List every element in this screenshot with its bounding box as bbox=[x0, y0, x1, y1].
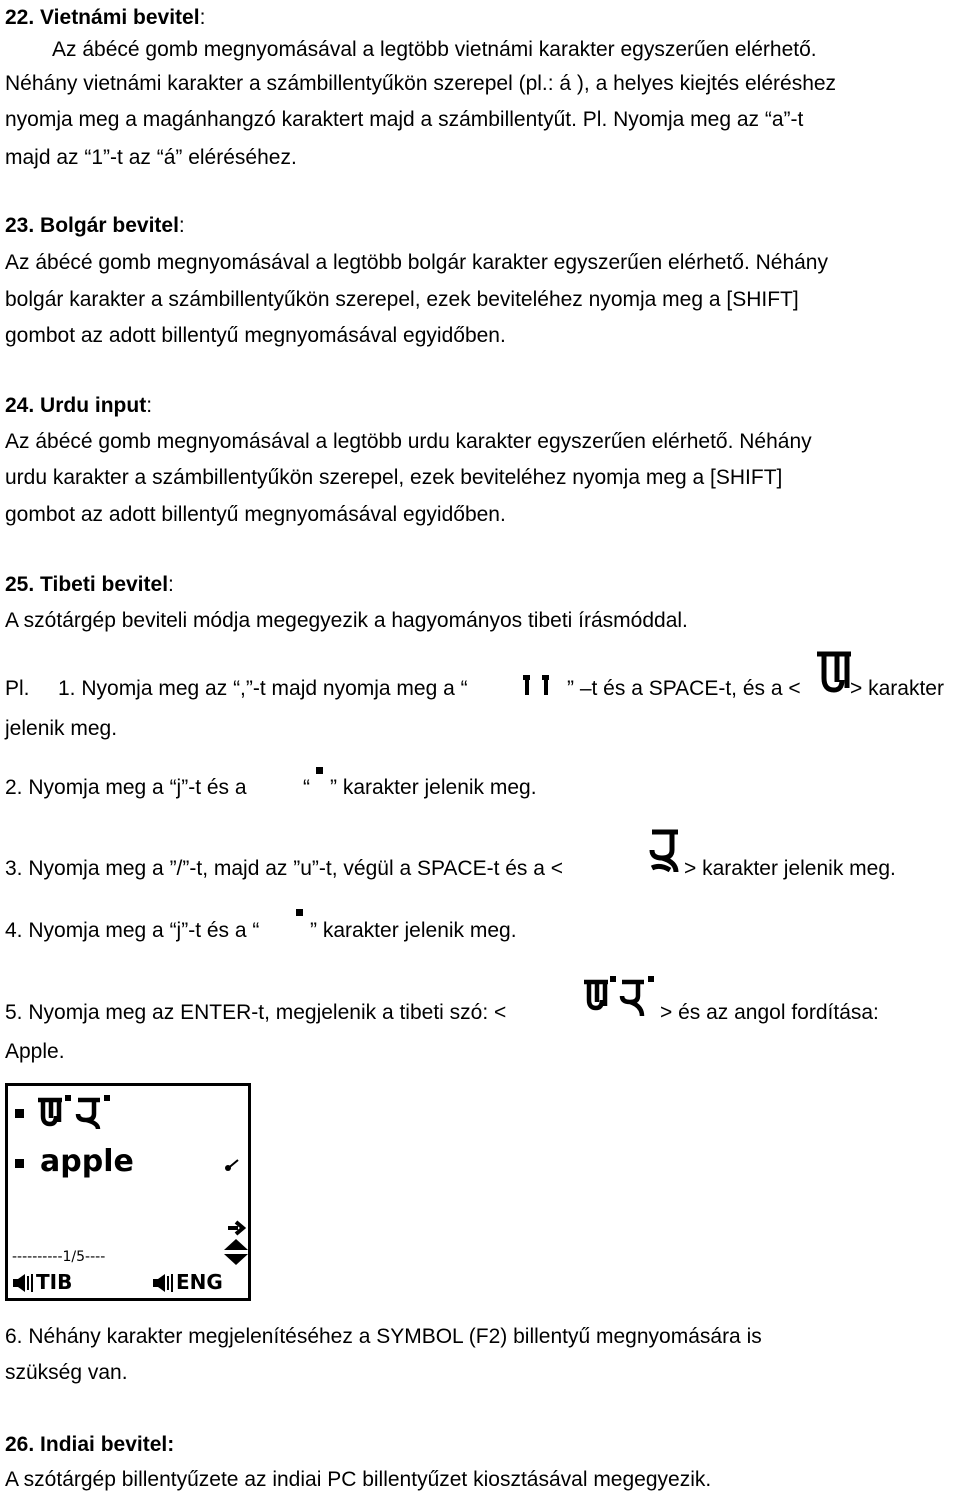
tibetan-char-gu-icon bbox=[646, 828, 682, 876]
s22-line-2: Néhány vietnámi karakter a számbillentyűkön szerepel (pl.: á ), a helyes kiejtés eléréshez bbox=[5, 72, 837, 95]
s25-heading-colon: : bbox=[168, 573, 174, 596]
screen-tibetan-word-icon bbox=[36, 1092, 116, 1130]
s23-heading bbox=[5, 214, 185, 238]
bullet-icon bbox=[14, 1158, 26, 1170]
s25-heading bbox=[5, 573, 174, 597]
tibetan-tsheg-icon bbox=[315, 766, 325, 776]
s26-heading-colon: : bbox=[167, 1433, 175, 1456]
s24-heading-colon: : bbox=[146, 394, 153, 417]
s25-heading-num: 25. bbox=[5, 573, 35, 596]
step6-text-b: szükség van. bbox=[5, 1361, 128, 1384]
speaker-icon bbox=[12, 1273, 34, 1293]
note-icon bbox=[224, 1158, 242, 1172]
s24-heading bbox=[5, 394, 152, 418]
screen-word: apple bbox=[40, 1144, 134, 1179]
bullet-icon bbox=[14, 1108, 26, 1120]
s22-heading-text: Vietnámi bevitel bbox=[40, 6, 200, 29]
step5-text-b: > és az angol fordítása: bbox=[660, 1001, 879, 1024]
step3-text-b: > karakter jelenik meg. bbox=[684, 857, 896, 880]
device-screen bbox=[5, 1083, 251, 1301]
tibetan-char-ga-icon bbox=[815, 650, 853, 696]
s22-line-4: majd az “1”-t az “á” eléréséhez. bbox=[5, 146, 297, 169]
step3-text-a: 3. Nyomja meg a ”/”-t, majd az ”u”-t, végül a SPACE-t és a < bbox=[5, 857, 564, 880]
s26-heading bbox=[5, 1433, 174, 1457]
s22-line-1: Az ábécé gomb megnyomásával a legtöbb vietnámi karakter egyszerűen elérhető. bbox=[52, 38, 817, 61]
s23-heading-colon: : bbox=[178, 214, 185, 237]
s26-line-1: A szótárgép billentyűzete az indiai PC billentyűzet kiosztásával megegyezik. bbox=[5, 1468, 712, 1491]
step4-text-b: ” karakter jelenik meg. bbox=[310, 919, 517, 942]
step1-text-a: 1. Nyomja meg az “,”-t majd nyomja meg a “ bbox=[58, 677, 468, 700]
s24-line-3: gombot az adott billentyű megnyomásával egyidőben. bbox=[5, 503, 506, 526]
s24-line-1: Az ábécé gomb megnyomásával a legtöbb urdu karakter egyszerűen elérhető. Néhány bbox=[5, 430, 812, 453]
s23-heading-text: Bolgár bevitel bbox=[40, 214, 179, 237]
step5-text-c: Apple. bbox=[5, 1040, 65, 1063]
step1-text-b: ” –t és a SPACE-t, és a < bbox=[567, 677, 801, 700]
s25-line-1: A szótárgép beviteli módja megegyezik a hagyományos tibeti írásmóddal. bbox=[5, 609, 688, 632]
s22-heading-colon: : bbox=[199, 6, 206, 29]
tibetan-word-gu-gu-icon bbox=[582, 968, 658, 1020]
lang-right: ENG bbox=[176, 1270, 223, 1294]
step1-pl: Pl. bbox=[5, 677, 30, 700]
step1-text-c: > karakter bbox=[850, 677, 944, 700]
step2-text-a: 2. Nyomja meg a “j”-t és a bbox=[5, 776, 247, 799]
s23-heading-num: 23. bbox=[5, 214, 35, 237]
step2-text-c: ” karakter jelenik meg. bbox=[330, 776, 537, 799]
s26-heading-text: Indiai bevitel bbox=[40, 1433, 168, 1456]
step1-text-d: jelenik meg. bbox=[5, 717, 118, 740]
arrow-right-icon bbox=[226, 1220, 246, 1236]
speaker-icon bbox=[152, 1273, 174, 1293]
s23-line-1: Az ábécé gomb megnyomásával a legtöbb bolgár karakter egyszerűen elérhető. Néhány bbox=[5, 251, 828, 274]
step4-text-a: 4. Nyomja meg a “j”-t és a “ bbox=[5, 919, 260, 942]
step6-text-a: 6. Néhány karakter megjelenítéséhez a SYMBOL (F2) billentyű megnyomására is bbox=[5, 1325, 762, 1348]
tibetan-key-glyph-icon bbox=[522, 673, 556, 699]
s22-heading bbox=[5, 6, 205, 30]
step5-text-a: 5. Nyomja meg az ENTER-t, megjelenik a tibeti szó: < bbox=[5, 1001, 507, 1024]
step2-text-b: “ bbox=[303, 776, 310, 799]
lang-left: TIB bbox=[36, 1270, 73, 1294]
scroll-up-down-icon bbox=[222, 1238, 250, 1266]
s24-heading-text: Urdu input bbox=[40, 394, 147, 417]
page-indicator: ----------1/5---- bbox=[12, 1249, 106, 1265]
s22-line-3: nyomja meg a magánhangzó karaktert majd a számbillentyűt. Pl. Nyomja meg az “a”-t bbox=[5, 108, 804, 131]
s26-heading-num: 26. bbox=[5, 1433, 35, 1456]
status-bar bbox=[10, 1269, 248, 1295]
s24-heading-num: 24. bbox=[5, 394, 35, 417]
tibetan-tsheg-icon bbox=[295, 908, 305, 918]
s23-line-2: bolgár karakter a számbillentyűkön szerepel, ezek beviteléhez nyomja meg a [SHIFT] bbox=[5, 288, 799, 311]
s23-line-3: gombot az adott billentyű megnyomásával egyidőben. bbox=[5, 324, 506, 347]
s25-heading-text: Tibeti bevitel bbox=[40, 573, 169, 596]
s22-heading-num: 22. bbox=[5, 6, 35, 29]
s24-line-2: urdu karakter a számbillentyűkön szerepel, ezek beviteléhez nyomja meg a [SHIFT] bbox=[5, 466, 783, 489]
